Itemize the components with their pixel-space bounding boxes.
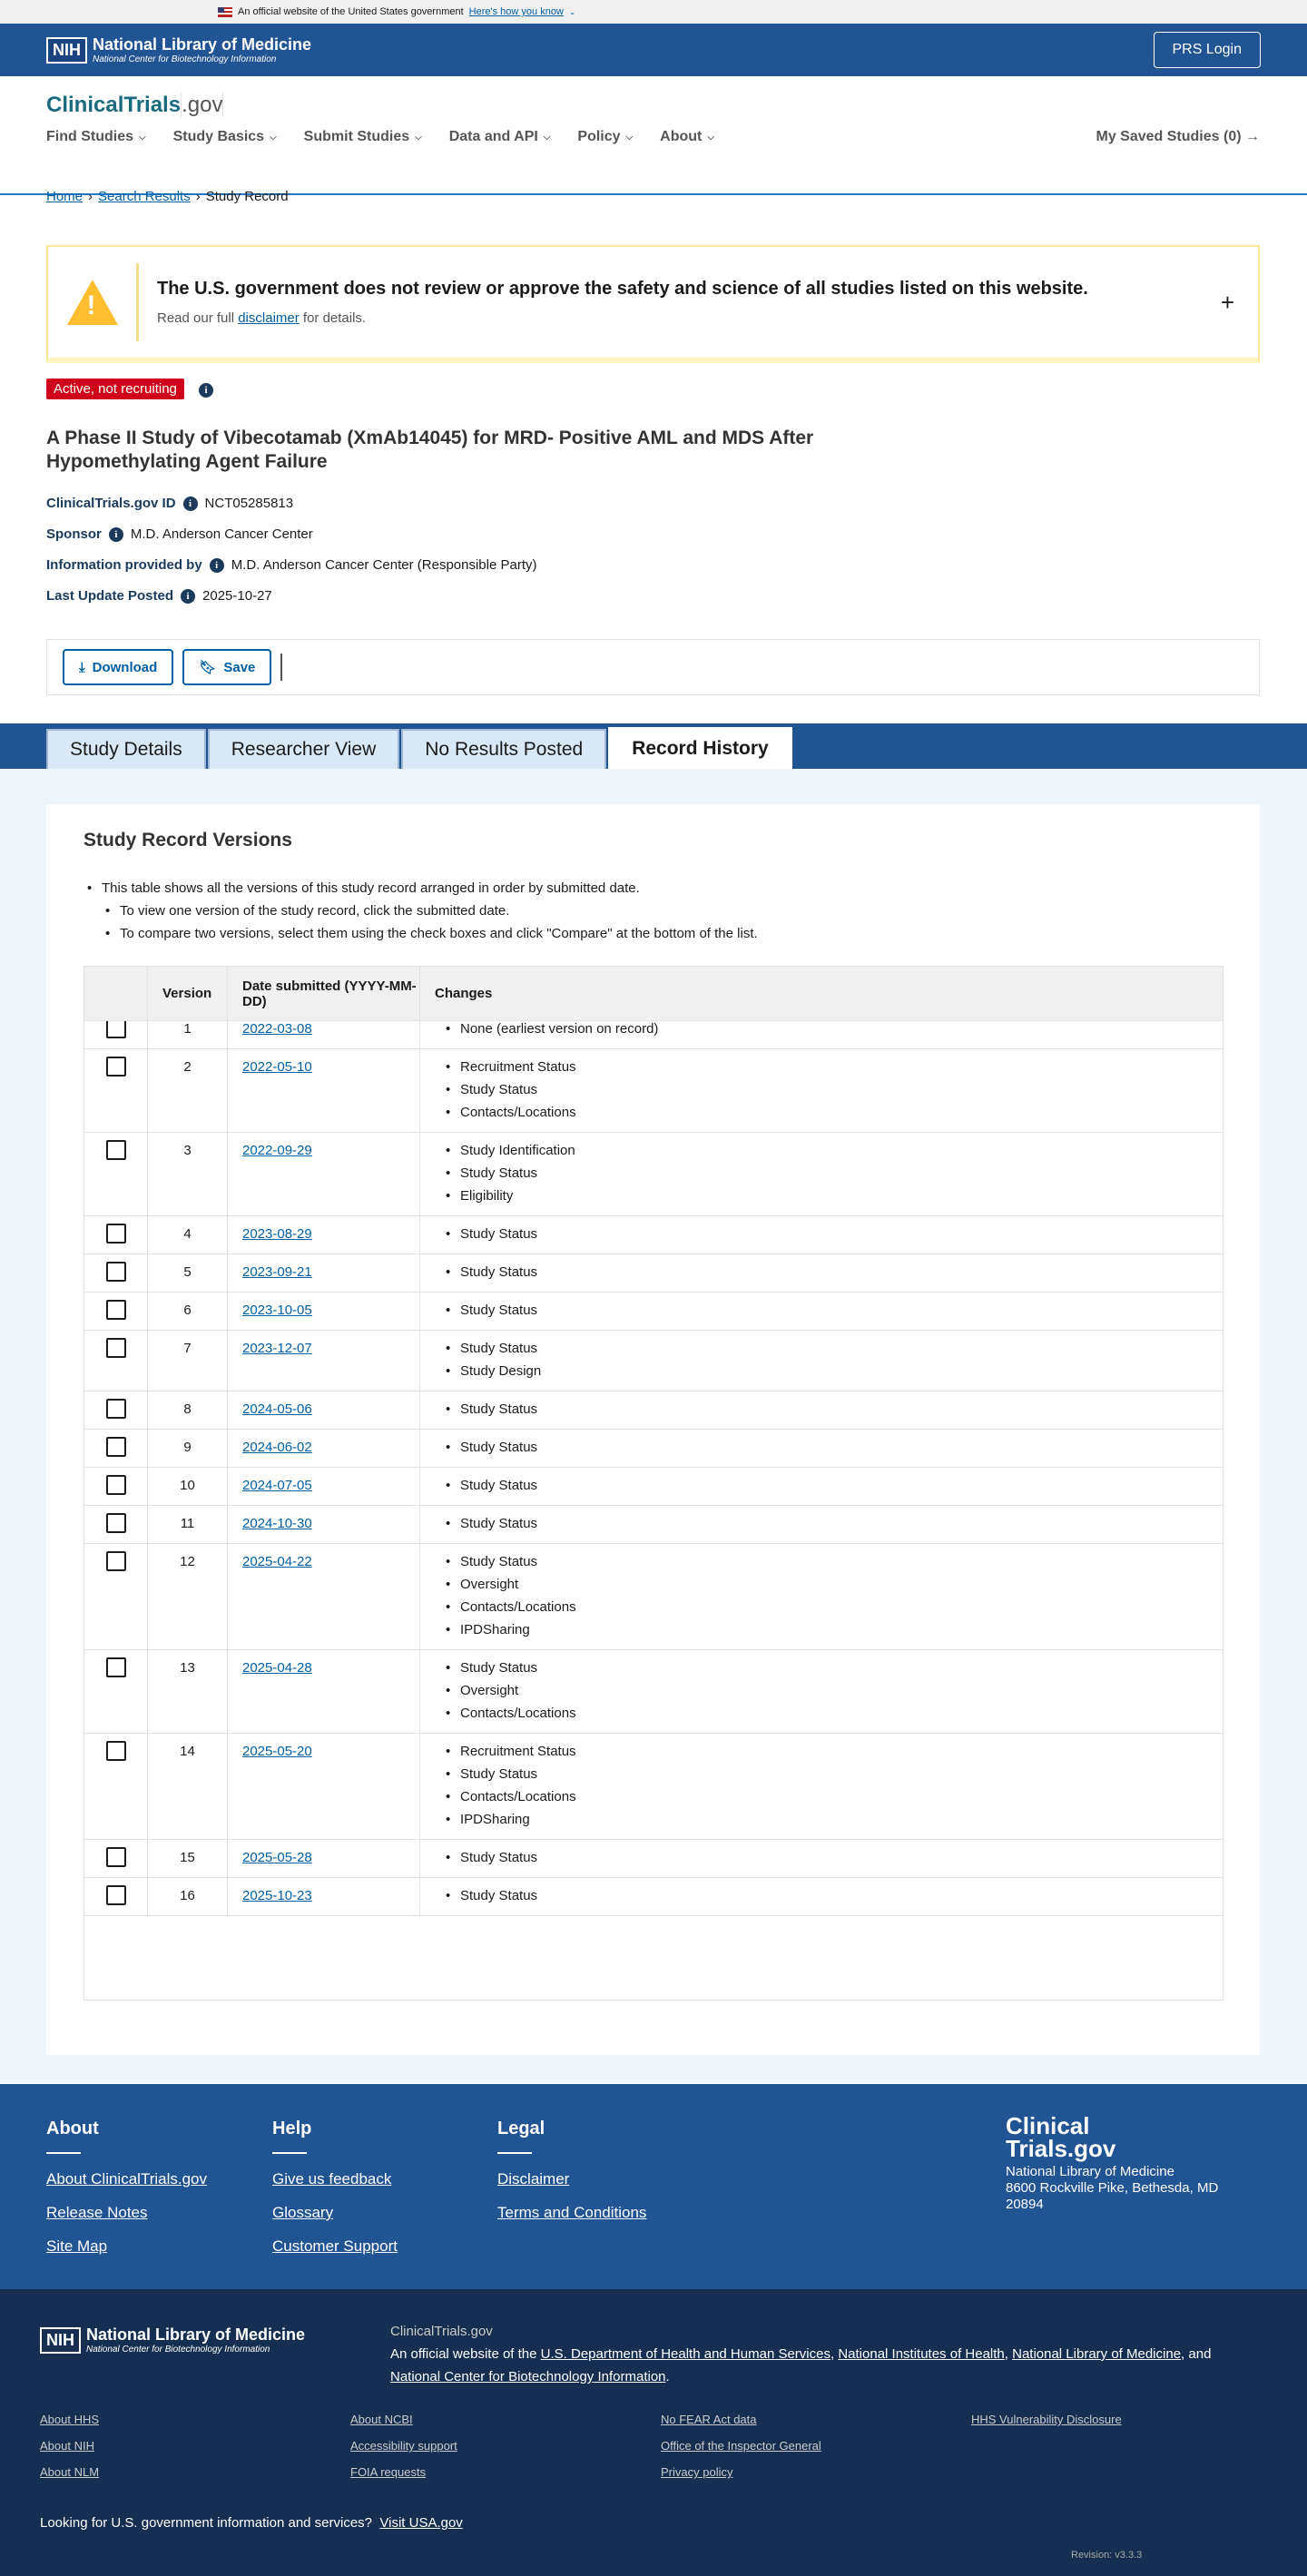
footer-link[interactable]: FOIA requests: [350, 2465, 427, 2479]
version-date-link[interactable]: 2025-05-28: [242, 1850, 312, 1865]
change-item: • Study Status: [446, 1512, 1223, 1535]
official-site-label: ClinicalTrials.gov: [390, 2324, 493, 2339]
version-date-link[interactable]: 2025-05-20: [242, 1744, 312, 1759]
nlm-title: National Library of Medicine: [93, 35, 312, 54]
change-item: • Study Identification: [446, 1139, 1223, 1162]
version-number: 15: [148, 1840, 228, 1877]
ncbi-link[interactable]: National Center for Biotechnology Information: [390, 2369, 666, 2384]
nih-logo-box: NIH: [46, 37, 87, 64]
footer-link[interactable]: Customer Support: [272, 2237, 398, 2255]
chevron-down-icon: ⌵: [139, 132, 146, 143]
version-number: 1: [148, 1021, 228, 1048]
table-row: [84, 1840, 1223, 1878]
disclaimer-alert: [46, 245, 1260, 363]
disclaimer-title: The U.S. government does not review or approve the safety and science of all studies listed on this website.: [157, 279, 1088, 299]
change-item: • IPDSharing: [446, 1618, 1223, 1641]
footer-link[interactable]: Release Notes: [46, 2204, 148, 2221]
nav-label: Submit Studies: [303, 129, 410, 144]
version-number: 10: [148, 1468, 228, 1505]
footer-logo-line1: Clinical: [1006, 2112, 1090, 2139]
change-item: • Study Status: [446, 1657, 1223, 1679]
footer-link[interactable]: Accessibility support: [350, 2439, 457, 2453]
version-number: 3: [148, 1133, 228, 1215]
version-checkbox[interactable]: [106, 1437, 126, 1457]
change-item: • Study Status: [446, 1223, 1223, 1245]
change-item: • IPDSharing: [446, 1808, 1223, 1831]
sponsor-row: [46, 526, 313, 542]
table-row: [84, 1216, 1223, 1254]
saved-label: My Saved Studies (0): [1096, 129, 1242, 144]
footer-link[interactable]: About ClinicalTrials.gov: [46, 2170, 207, 2188]
header-version: Version: [148, 967, 228, 1020]
version-number: 8: [148, 1391, 228, 1429]
ncbi-subtitle: National Center for Biotechnology Information: [86, 2345, 270, 2355]
last-update-row: [46, 588, 272, 604]
disclaimer-post: for details.: [299, 310, 367, 326]
version-number: 7: [148, 1331, 228, 1391]
arrow-right-icon: →: [1245, 129, 1260, 144]
footer-brand: [1006, 2112, 1242, 2213]
footer-heading: Help: [272, 2119, 312, 2138]
nav-label: Study Basics: [172, 129, 265, 144]
nav-submit-studies[interactable]: [304, 129, 422, 145]
version-checkbox[interactable]: [106, 1338, 126, 1358]
version-checkbox[interactable]: [106, 1741, 126, 1761]
usa-gov-link[interactable]: Visit USA.gov: [379, 2515, 463, 2531]
instruction-item: • To compare two versions, select them using the check boxes and click "Compare" at the bottom of the list.: [84, 922, 758, 945]
change-item: • Study Status: [446, 1337, 1223, 1360]
version-number: 13: [148, 1650, 228, 1733]
download-icon: ⤓: [79, 659, 85, 675]
table-row: [84, 1133, 1223, 1216]
change-item: • Study Status: [446, 1299, 1223, 1322]
sponsor-label: Sponsor: [46, 526, 102, 542]
footer-top: [0, 2084, 1307, 2289]
table-row: [84, 1021, 1223, 1049]
changes-list: [420, 1223, 1223, 1245]
header-changes: Changes: [435, 986, 493, 1001]
table-row: [84, 1430, 1223, 1468]
table-row: [84, 1734, 1223, 1840]
prs-login-button[interactable]: PRS Login: [1154, 32, 1262, 68]
gov-banner: [0, 0, 1307, 24]
change-item: • Contacts/Locations: [446, 1785, 1223, 1808]
version-checkbox[interactable]: [106, 1475, 126, 1495]
footer-address: 8600 Rockville Pike, Bethesda, MD 20894: [1006, 2180, 1219, 2212]
nav-find-studies[interactable]: [46, 129, 146, 145]
version-checkbox[interactable]: [106, 1551, 126, 1571]
hhs-link[interactable]: U.S. Department of Health and Human Services: [540, 2346, 830, 2362]
header-date: Date submitted (YYYY-MM-DD): [228, 967, 420, 1020]
version-number: 2: [148, 1049, 228, 1132]
us-flag-icon: [218, 7, 232, 17]
table-row: [84, 1331, 1223, 1391]
info-icon[interactable]: i: [181, 589, 195, 604]
record-versions-card: [46, 804, 1260, 2055]
breadcrumb-home[interactable]: Home: [46, 189, 84, 204]
version-checkbox[interactable]: [106, 1399, 126, 1419]
change-item: • Study Status: [446, 1846, 1223, 1869]
versions-table: [84, 966, 1223, 2001]
save-button[interactable]: [182, 649, 271, 685]
download-label: Download: [92, 659, 158, 675]
change-item: • Study Status: [446, 1884, 1223, 1907]
tab-researcher-view[interactable]: Researcher View: [208, 729, 400, 769]
site-header: [0, 76, 1307, 195]
footer-heading: About: [46, 2119, 99, 2138]
change-item: • Study Design: [446, 1360, 1223, 1382]
footer-link[interactable]: About HHS: [40, 2413, 100, 2426]
status-badge: Active, not recruiting: [46, 379, 184, 399]
chevron-down-icon: ⌵: [415, 132, 422, 143]
nav-data-api[interactable]: [449, 129, 551, 145]
footer-help-col: [272, 2119, 398, 2271]
instructions-list: [84, 877, 758, 945]
table-header: [84, 967, 1223, 1021]
version-checkbox[interactable]: [106, 1140, 126, 1160]
download-button[interactable]: [63, 649, 173, 685]
official-pre: An official website of the: [390, 2346, 541, 2362]
info-icon[interactable]: i: [210, 558, 224, 573]
footer-link[interactable]: Terms and Conditions: [497, 2204, 647, 2221]
nih-footer-logo[interactable]: [40, 2325, 305, 2355]
version-number: 9: [148, 1430, 228, 1467]
nih-link[interactable]: National Institutes of Health: [838, 2346, 1005, 2362]
change-item: • Study Status: [446, 1162, 1223, 1185]
instruction-item: • To view one version of the study record, click the submitted date.: [84, 900, 758, 922]
changes-list: [420, 1436, 1223, 1459]
version-date-link[interactable]: 2023-12-07: [242, 1341, 312, 1356]
nav-policy[interactable]: [577, 129, 633, 145]
divider: [280, 654, 282, 681]
footer-link[interactable]: About NIH: [40, 2439, 94, 2453]
revision-label: Revision: v3.3.3: [1071, 2550, 1143, 2561]
section-title: Study Record Versions: [84, 830, 292, 850]
footer-link[interactable]: Privacy policy: [661, 2465, 733, 2479]
table-body[interactable]: [84, 1021, 1223, 2000]
footer-link[interactable]: Glossary: [272, 2204, 334, 2221]
info-provided-row: [46, 557, 537, 573]
version-number: 12: [148, 1544, 228, 1649]
version-date-link[interactable]: 2022-03-08: [242, 1021, 312, 1037]
nlm-link[interactable]: National Library of Medicine: [1012, 2346, 1182, 2362]
table-row: [84, 1254, 1223, 1293]
version-number: 11: [148, 1506, 228, 1543]
version-checkbox[interactable]: [106, 1021, 126, 1038]
nih-header: [0, 24, 1307, 76]
logo-suffix: .gov: [182, 93, 223, 117]
change-item: • Study Status: [446, 1550, 1223, 1573]
tab-no-results-posted[interactable]: No Results Posted: [401, 729, 606, 769]
ncbi-subtitle: National Center for Biotechnology Information: [93, 54, 277, 64]
clinicaltrials-logo[interactable]: [46, 93, 223, 118]
change-item: • Oversight: [446, 1573, 1223, 1596]
chevron-right-icon: ›: [195, 189, 201, 204]
changes-list: [420, 1398, 1223, 1421]
main-nav: [46, 129, 742, 145]
tab-study-details[interactable]: Study Details: [46, 729, 206, 769]
disclaimer-link[interactable]: disclaimer: [238, 310, 300, 326]
disclaimer-text: [157, 310, 1221, 326]
info-icon[interactable]: i: [183, 497, 198, 511]
change-item: • Contacts/Locations: [446, 1101, 1223, 1124]
nih-logo[interactable]: [46, 35, 311, 64]
table-row: [84, 1049, 1223, 1133]
footer-link[interactable]: Office of the Inspector General: [661, 2439, 821, 2453]
version-date-link[interactable]: 2025-04-28: [242, 1660, 312, 1676]
footer-link[interactable]: About NLM: [40, 2465, 100, 2479]
changes-list: [420, 1740, 1223, 1831]
version-date-link[interactable]: 2022-05-10: [242, 1059, 312, 1075]
version-date-link[interactable]: 2024-07-05: [242, 1478, 312, 1493]
footer-link[interactable]: Give us feedback: [272, 2170, 392, 2188]
change-item: • Study Status: [446, 1474, 1223, 1497]
footer-org: National Library of Medicine: [1006, 2164, 1174, 2179]
version-date-link[interactable]: 2024-06-02: [242, 1440, 312, 1455]
footer-logo-line2: Trials.gov: [1006, 2135, 1116, 2162]
logo-main: ClinicalTrials: [46, 93, 182, 117]
footer-link[interactable]: Site Map: [46, 2237, 108, 2255]
change-item: • Eligibility: [446, 1185, 1223, 1207]
version-date-link[interactable]: 2023-09-21: [242, 1264, 312, 1280]
footer-heading: Legal: [497, 2119, 545, 2138]
table-row: [84, 1293, 1223, 1331]
change-item: • Contacts/Locations: [446, 1596, 1223, 1618]
table-row: [84, 1878, 1223, 1916]
version-number: 16: [148, 1878, 228, 1915]
change-item: • Study Status: [446, 1398, 1223, 1421]
nih-logo-box: NIH: [40, 2327, 81, 2354]
version-date-link[interactable]: 2025-04-22: [242, 1554, 312, 1569]
table-row: [84, 1506, 1223, 1544]
version-date-link[interactable]: 2024-10-30: [242, 1516, 312, 1531]
study-title: A Phase II Study of Vibecotamab (XmAb14045) for MRD- Positive AML and MDS After Hypomethylating Agent Failure: [46, 428, 814, 472]
header-select: [84, 967, 148, 1020]
chevron-down-icon: ⌵: [625, 132, 634, 143]
change-item: • Study Status: [446, 1763, 1223, 1785]
table-row: [84, 1391, 1223, 1430]
changes-list: [420, 1512, 1223, 1535]
changes-list: [420, 1657, 1223, 1725]
change-item: • Recruitment Status: [446, 1740, 1223, 1763]
nav-label: Data and API: [448, 129, 538, 144]
version-checkbox[interactable]: [106, 1513, 126, 1533]
nav-about[interactable]: [660, 129, 714, 145]
saved-studies-link[interactable]: [1096, 129, 1261, 145]
version-date-link[interactable]: 2022-09-29: [242, 1143, 312, 1158]
version-date-link[interactable]: 2023-08-29: [242, 1226, 312, 1242]
disclaimer-pre: Read our full: [157, 310, 239, 326]
version-checkbox[interactable]: [106, 1885, 126, 1905]
save-label: Save: [223, 659, 256, 675]
study-tabs: [46, 723, 794, 769]
change-item: • Recruitment Status: [446, 1056, 1223, 1078]
table-row: [84, 1650, 1223, 1734]
nav-label: Find Studies: [46, 129, 133, 144]
info-icon[interactable]: i: [109, 527, 123, 542]
last-update-value: 2025-10-27: [202, 588, 272, 604]
changes-list: [420, 1337, 1223, 1382]
version-date-link[interactable]: 2024-05-06: [242, 1401, 312, 1417]
looking-text: Looking for U.S. government information and services?: [40, 2515, 373, 2531]
changes-list: [420, 1139, 1223, 1207]
warning-icon: !: [67, 280, 118, 325]
change-item: • Oversight: [446, 1679, 1223, 1702]
expand-plus-icon[interactable]: +: [1220, 288, 1234, 316]
nct-id-value: NCT05285813: [204, 496, 294, 511]
version-date-link[interactable]: 2025-10-23: [242, 1888, 312, 1903]
version-checkbox[interactable]: [106, 1057, 126, 1077]
change-item: • Study Status: [446, 1261, 1223, 1283]
nct-id-label: ClinicalTrials.gov ID: [46, 496, 176, 511]
nlm-title: National Library of Medicine: [86, 2325, 306, 2344]
version-checkbox[interactable]: [106, 1224, 126, 1244]
last-update-label: Last Update Posted: [46, 588, 174, 604]
change-item: • Contacts/Locations: [446, 1702, 1223, 1725]
breadcrumb: [46, 189, 289, 204]
instruction-item: • This table shows all the versions of this study record arranged in order by submitted date.: [84, 877, 758, 900]
bookmark-icon: 🔖︎: [199, 660, 217, 675]
changes-list: [420, 1846, 1223, 1869]
chevron-right-icon: ›: [88, 189, 93, 204]
chevron-down-icon: ⌵: [270, 132, 277, 143]
version-number: 5: [148, 1254, 228, 1292]
footer-about-col: [46, 2119, 207, 2271]
changes-list: [420, 1474, 1223, 1497]
version-number: 4: [148, 1216, 228, 1254]
tab-record-history[interactable]: Record History: [608, 727, 792, 769]
version-date-link[interactable]: 2023-10-05: [242, 1303, 312, 1318]
gov-banner-text: An official website of the United States government: [238, 6, 464, 17]
version-checkbox[interactable]: [106, 1657, 126, 1677]
usa-gov-line: [40, 2515, 463, 2531]
breadcrumb-search-results[interactable]: Search Results: [98, 189, 191, 204]
gov-banner-link[interactable]: Here's how you know: [468, 6, 564, 17]
changes-list: [420, 1550, 1223, 1641]
footer-legal-col: [497, 2119, 646, 2237]
table-row: [84, 1468, 1223, 1506]
change-item: • None (earliest version on record): [446, 1021, 1223, 1040]
footer-link[interactable]: No FEAR Act data: [661, 2413, 757, 2426]
changes-list: [420, 1021, 1223, 1040]
version-number: 14: [148, 1734, 228, 1839]
changes-list: [420, 1056, 1223, 1124]
nav-study-basics[interactable]: [173, 129, 277, 145]
change-item: • Study Status: [446, 1436, 1223, 1459]
version-number: 6: [148, 1293, 228, 1330]
chevron-down-icon: ⌵: [543, 132, 551, 143]
info-provided-value: M.D. Anderson Cancer Center (Responsible Party): [231, 557, 537, 573]
breadcrumb-current: Study Record: [205, 189, 289, 204]
change-item: • Study Status: [446, 1078, 1223, 1101]
table-row: [84, 1544, 1223, 1650]
changes-list: [420, 1299, 1223, 1322]
actions-bar: [46, 639, 1260, 695]
nav-label: Policy: [577, 129, 621, 144]
sponsor-value: M.D. Anderson Cancer Center: [130, 526, 313, 542]
info-icon[interactable]: i: [199, 383, 213, 398]
footer-bottom: [0, 2289, 1307, 2576]
version-checkbox[interactable]: [106, 1300, 126, 1320]
nav-label: About: [660, 129, 703, 144]
footer-link[interactable]: HHS Vulnerability Disclosure: [971, 2413, 1122, 2426]
changes-list: [420, 1884, 1223, 1907]
footer-link[interactable]: Disclaimer: [497, 2170, 570, 2188]
chevron-down-icon: ⌵: [707, 132, 714, 143]
nct-id-row: [46, 496, 293, 511]
version-checkbox[interactable]: [106, 1847, 126, 1867]
footer-link[interactable]: About NCBI: [350, 2413, 413, 2426]
info-provided-label: Information provided by: [46, 557, 202, 573]
version-checkbox[interactable]: [106, 1262, 126, 1282]
changes-list: [420, 1261, 1223, 1283]
chevron-down-icon: ⌄: [568, 6, 576, 16]
official-website-info: ClinicalTrials.gov An official website of the U.S. Department of Health and Human Services, National Institutes of Health, National Library of Medicine, and National Center for Biotechnology Information.: [390, 2320, 1253, 2388]
